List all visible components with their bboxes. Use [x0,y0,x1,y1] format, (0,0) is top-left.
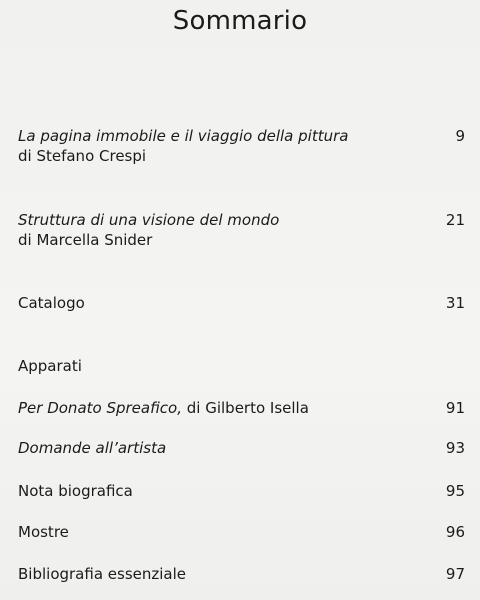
toc-entry-author: di Stefano Crespi [18,147,147,165]
toc-entry-page: 9 [455,127,465,145]
toc-entry-page: 97 [445,565,465,583]
toc-entry-page: 93 [445,439,465,457]
toc-section-heading [18,356,468,376]
page-title: Sommario [172,6,308,36]
toc-entry-page: 31 [445,294,465,312]
toc-entry [18,522,468,542]
toc-entry-title: Domande all’artista [18,439,167,457]
toc-entry-author: di Gilberto Isella [181,399,309,417]
toc-entry [18,293,468,313]
toc-entry-page: 96 [445,523,465,541]
toc-entry-page: 91 [445,399,465,417]
toc-entry [18,126,468,166]
toc-entry-title-line [18,398,468,418]
toc-entry-title: Bibliografia essenziale [18,565,187,583]
toc-entry [18,210,468,250]
toc-entry-title: La pagina immobile e il viaggio della pittura [18,127,349,145]
toc-entry-page: 95 [445,482,465,500]
toc-entry [18,398,468,418]
toc-entry-title: Mostre [18,523,69,541]
toc-entry-title: Apparati [18,357,82,375]
toc-entry [18,564,468,584]
toc-entry [18,481,468,501]
toc-entry-author: di Marcella Snider [18,231,153,249]
toc-entry-title: Nota biografica [18,482,133,500]
toc-entry-title: Per Donato Spreafico, [18,399,182,417]
toc-entry-title: Struttura di una visione del mondo [18,211,280,229]
toc-entry-page: 21 [445,211,465,229]
toc-entry-title: Catalogo [18,294,85,312]
toc-entry [18,438,468,458]
